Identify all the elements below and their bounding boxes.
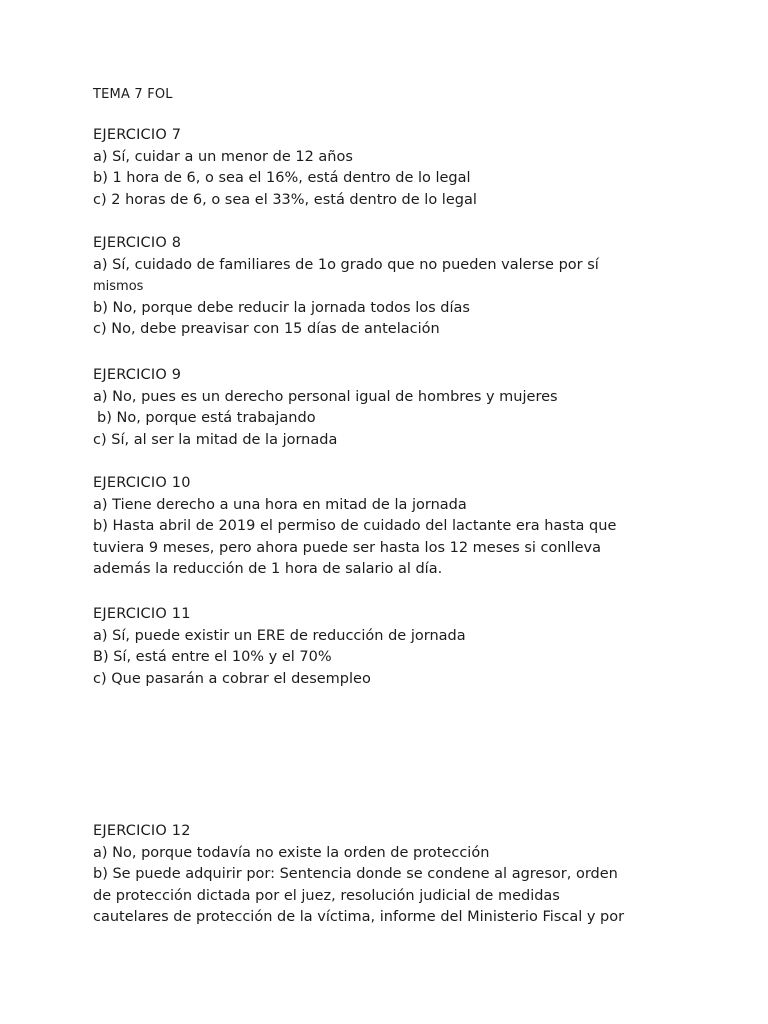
answer-line: a) No, pues es un derecho personal igual de hombres y mujeres xyxy=(93,388,558,405)
section-heading: EJERCICIO 11 xyxy=(93,606,191,622)
answer-line: tuviera 9 meses, pero ahora puede ser hasta los 12 meses si conlleva xyxy=(93,539,602,556)
answer-line: a) Tiene derecho a una hora en mitad de la jornada xyxy=(93,496,467,513)
answer-line: b) No, porque está trabajando xyxy=(97,410,316,426)
answer-line: c) 2 horas de 6, o sea el 33%, está dentro de lo legal xyxy=(93,191,477,208)
answer-line: de protección dictada por el juez, resolución judicial de medidas xyxy=(93,887,560,904)
answer-line: c) Sí, al ser la mitad de la jornada xyxy=(93,431,338,448)
answer-line: b) No, porque debe reducir la jornada todos los días xyxy=(93,299,470,316)
section-ejercicio-12 xyxy=(93,821,693,929)
answer-line: mismos xyxy=(93,279,144,294)
answer-line: a) Sí, puede existir un ERE de reducción de jornada xyxy=(93,627,466,644)
section-ejercicio-8 xyxy=(93,233,693,341)
section-ejercicio-11 xyxy=(93,604,693,690)
section-ejercicio-10 xyxy=(93,473,693,581)
answer-line: a) No, porque todavía no existe la orden de protección xyxy=(93,844,490,861)
section-heading: EJERCICIO 7 xyxy=(93,127,182,143)
answer-line: además la reducción de 1 hora de salario al día. xyxy=(93,561,443,577)
section-ejercicio-9 xyxy=(93,365,693,451)
section-ejercicio-7 xyxy=(93,125,693,211)
document-title: TEMA 7 FOL xyxy=(93,87,173,102)
answer-line: b) Se puede adquirir por: Sentencia donde se condene al agresor, orden xyxy=(93,866,618,882)
answer-line: c) No, debe preavisar con 15 días de antelación xyxy=(93,321,440,337)
answer-line: c) Que pasarán a cobrar el desempleo xyxy=(93,670,371,687)
answer-line: cautelares de protección de la víctima, informe del Ministerio Fiscal y por xyxy=(93,909,625,925)
answer-line: a) Sí, cuidado de familiares de 1o grado que no pueden valerse por sí xyxy=(93,256,599,273)
section-heading: EJERCICIO 10 xyxy=(93,475,191,491)
answer-line: b) 1 hora de 6, o sea el 16%, está dentro de lo legal xyxy=(93,170,471,186)
answer-line: a) Sí, cuidar a un menor de 12 años xyxy=(93,148,353,165)
section-heading: EJERCICIO 12 xyxy=(93,823,191,839)
answer-line: b) Hasta abril de 2019 el permiso de cuidado del lactante era hasta que xyxy=(93,518,617,534)
answer-line: B) Sí, está entre el 10% y el 70% xyxy=(93,649,332,665)
section-heading: EJERCICIO 9 xyxy=(93,367,182,383)
section-heading: EJERCICIO 8 xyxy=(93,235,182,251)
